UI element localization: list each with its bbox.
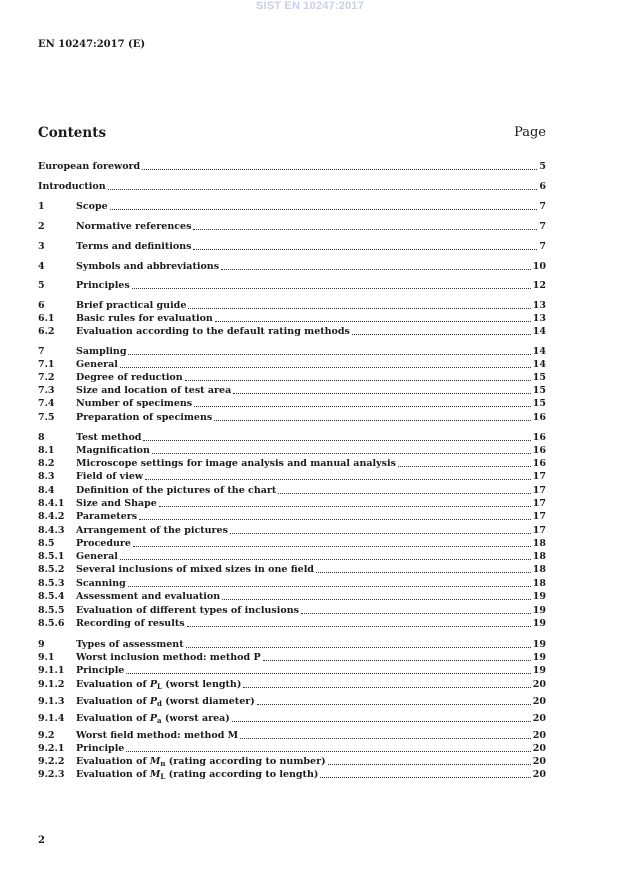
toc-entry-symbol-subscript: L [157,682,162,691]
toc-entry-page: 14 [532,346,546,357]
toc-entry-number: 2 [38,221,45,232]
toc-entry-title: Evaluation according to the default rating methods [76,326,350,337]
toc-entry[interactable] [38,470,546,483]
toc-entry-number: 4 [38,261,45,272]
toc-dot-leader [142,168,537,170]
toc-entry-title: Worst field method: method M [76,730,239,741]
toc-entry[interactable] [38,371,546,384]
toc-entry-page: 14 [532,359,546,370]
toc-entry[interactable] [38,563,546,576]
toc-entry-number: 9 [38,639,45,650]
toc-entry-number: 8.5.1 [38,551,65,562]
toc-entry-number: 8.5.2 [38,564,65,575]
toc-entry-number: 6.1 [38,313,55,324]
toc-entry-title: General [76,359,118,370]
toc-entry-page: 18 [532,538,546,549]
toc-entry[interactable] [38,651,546,664]
toc-dot-leader [232,720,531,722]
toc-entry-title-suffix: (worst area) [161,713,230,724]
toc-entry[interactable] [38,240,546,253]
toc-entry[interactable] [38,279,546,292]
toc-entry-page: 20 [532,743,546,754]
toc-entry-title-suffix: (worst diameter) [161,696,255,707]
toc-entry-number: 7.4 [38,398,55,409]
toc-dot-leader [132,287,531,289]
toc-entry-title: Brief practical guide [76,300,187,311]
toc-entry-page: 18 [532,564,546,575]
toc-entry-title: Scope [76,201,108,212]
toc-entry[interactable] [38,742,546,755]
toc-entry-number: 7.5 [38,412,55,423]
toc-entry-page: 10 [532,261,546,272]
page-number: 2 [38,835,45,846]
toc-entry[interactable] [38,577,546,590]
toc-entry[interactable] [38,617,546,630]
toc-entry-title: Test method [76,432,142,443]
toc-entry-title: Types of assessment [76,639,184,650]
toc-entry-title: Symbols and abbreviations [76,261,220,272]
toc-entry-page: 19 [532,665,546,676]
watermark: SIST EN 10247:2017 [255,0,365,12]
toc-entry-number: 8.2 [38,458,55,469]
toc-entry-page: 14 [532,326,546,337]
toc-entry-number: 8.3 [38,471,55,482]
toc-entry-title: Principle [76,665,125,676]
toc-entry-number: 3 [38,241,45,252]
toc-entry-number: 8.4 [38,485,55,496]
toc-entry-symbol-subscript: L [160,772,166,781]
toc-dot-leader [185,379,531,381]
toc-dot-leader [128,585,531,587]
toc-entry-page: 20 [532,756,546,767]
toc-entry-title: Number of specimens [76,398,193,409]
toc-dot-leader [214,419,531,421]
toc-entry-number: 7.3 [38,385,55,396]
toc-entry-number: 7.1 [38,359,55,370]
toc-entry-page: 20 [532,713,546,724]
toc-entry-page: 13 [532,313,546,324]
toc-entry[interactable] [38,712,546,725]
toc-entry-page: 20 [532,769,546,780]
toc-dot-leader [126,672,530,674]
toc-entry-number: 9.1.2 [38,679,65,690]
toc-entry-number: 9.2.2 [38,756,65,767]
toc-entry-number: 8.5.4 [38,591,65,602]
toc-entry-title: Magnification [76,445,150,456]
toc-entry-number: 9.2.3 [38,769,65,780]
toc-entry[interactable] [38,457,546,470]
toc-entry-symbol: M [149,769,161,780]
toc-entry-page: 19 [532,618,546,629]
toc-entry-number: 8.4.2 [38,511,65,522]
toc-entry-page: 17 [532,485,546,496]
toc-entry-title: Several inclusions of mixed sizes in one field [76,564,314,575]
toc-entry-page: 18 [532,578,546,589]
toc-entry-title: Degree of reduction [76,372,183,383]
toc-entry-number: 6.2 [38,326,55,337]
toc-dot-leader [159,505,531,507]
toc-entry[interactable] [38,664,546,677]
toc-entry[interactable] [38,345,546,358]
toc-entry-title: Size and location of test area [76,385,232,396]
toc-entry[interactable] [38,358,546,371]
toc-entry[interactable] [38,200,546,213]
toc-entry[interactable] [38,604,546,617]
toc-entry[interactable] [38,444,546,457]
toc-dot-leader [352,333,531,335]
toc-entry-page: 12 [532,280,546,291]
toc-entry-title: Evaluation of different types of inclusions [76,605,299,616]
toc-entry[interactable] [38,220,546,233]
toc-entry-title-prefix: Evaluation of [76,769,150,780]
toc-dot-leader [193,248,537,250]
toc-entry-page: 16 [532,445,546,456]
toc-entry[interactable] [38,484,546,497]
toc-entry-number: 8.5.3 [38,578,65,589]
toc-dot-leader [128,353,530,355]
toc-dot-leader [110,208,538,210]
toc-entry-title: Procedure [76,538,131,549]
toc-entry-title: General [76,551,118,562]
toc-dot-leader [139,518,531,520]
toc-entry-page: 20 [532,730,546,741]
toc-dot-leader [240,737,531,739]
toc-entry-page: 17 [532,471,546,482]
toc-entry[interactable] [38,678,546,691]
toc-entry-title: Preparation of specimens [76,412,213,423]
toc-entry[interactable] [38,755,546,768]
toc-dot-leader [301,612,531,614]
toc-dot-leader [145,478,531,480]
toc-entry-symbol-subscript: n [160,759,166,768]
toc-entry-number: 9.1.4 [38,713,65,724]
toc-dot-leader [143,439,530,441]
toc-entry-page: 16 [532,412,546,423]
toc-entry[interactable] [38,590,546,603]
toc-entry[interactable] [38,550,546,563]
toc-dot-leader [316,571,531,573]
toc-entry-page: 16 [532,458,546,469]
contents-heading: Contents [38,125,107,141]
toc-entry-symbol: M [149,756,161,767]
toc-entry-number: 7 [38,346,45,357]
toc-dot-leader [215,320,531,322]
toc-entry-symbol-subscript: d [157,699,162,708]
toc-entry-title: Worst inclusion method: method P [76,652,261,663]
toc-entry[interactable] [38,384,546,397]
toc-entry[interactable] [38,729,546,742]
toc-entry-page: 7 [539,201,546,212]
toc-dot-leader [108,188,538,190]
toc-entry-title: Microscope settings for image analysis and manual analysis [76,458,396,469]
toc-entry-number: 8.1 [38,445,55,456]
toc-entry-title-suffix: (rating according to length) [165,769,319,780]
toc-entry[interactable] [38,768,546,781]
toc-entry-number: 1 [38,201,45,212]
toc-entry-symbol: P [149,696,158,707]
toc-entry-page: 17 [532,498,546,509]
toc-dot-leader [187,625,531,627]
toc-entry-title-suffix: (rating according to number) [165,756,326,767]
toc-entry-number: 8.5.5 [38,605,65,616]
toc-entry-number: 8 [38,432,45,443]
toc-dot-leader [328,763,531,765]
toc-entry-title: Sampling [76,346,127,357]
toc-dot-leader [120,366,531,368]
toc-entry-page: 7 [539,241,546,252]
toc-entry-page: 13 [532,300,546,311]
toc-dot-leader [257,703,531,705]
toc-entry[interactable] [38,431,546,444]
toc-entry-number: 5 [38,280,45,291]
toc-entry[interactable] [38,411,546,424]
toc-entry[interactable] [38,497,546,510]
toc-entry-title: Scanning [76,578,126,589]
toc-entry-page: 6 [539,181,546,192]
page-column-heading: Page [514,125,546,140]
toc-entry-number: 9.2.1 [38,743,65,754]
toc-entry[interactable] [38,325,546,338]
toc-dot-leader [278,492,530,494]
toc-entry-title: Recording of results [76,618,185,629]
toc-entry-number: 8.4.1 [38,498,65,509]
toc-dot-leader [398,465,531,467]
toc-entry-page: 19 [532,605,546,616]
toc-entry-page: 7 [539,221,546,232]
toc-entry[interactable] [38,397,546,410]
toc-entry[interactable] [38,524,546,537]
toc-entry-title [76,768,318,783]
toc-entry-page: 20 [532,679,546,690]
toc-entry[interactable] [38,537,546,550]
toc-entry[interactable] [38,695,546,708]
toc-entry-number: 8.5.6 [38,618,65,629]
toc-entry-page: 15 [532,398,546,409]
toc-entry-number: 9.1.1 [38,665,65,676]
toc-dot-leader [193,228,537,230]
toc-entry-title: Size and Shape [76,498,157,509]
toc-entry-title-prefix: Evaluation of [76,756,150,767]
toc-entry-title-prefix: Evaluation of [76,713,150,724]
toc-entry-number: 9.2 [38,730,55,741]
toc-dot-leader [320,776,530,778]
toc-entry-number: 9.1.3 [38,696,65,707]
toc-entry-title: Parameters [76,511,138,522]
toc-entry-number: 6 [38,300,45,311]
toc-entry-title-suffix: (worst length) [161,679,242,690]
toc-entry-number: 8.4.3 [38,525,65,536]
toc-entry-title: Normative references [76,221,192,232]
toc-entry-symbol-subscript: a [157,716,162,725]
toc-entry-number: 7.2 [38,372,55,383]
toc-dot-leader [126,750,530,752]
toc-entry-title [76,712,230,727]
toc-dot-leader [243,686,530,688]
toc-entry-title: Introduction [38,181,106,192]
toc-dot-leader [263,659,531,661]
toc-entry-title: Definition of the pictures of the chart [76,485,277,496]
toc-entry[interactable] [38,160,546,173]
toc-entry-page: 18 [532,551,546,562]
toc-dot-leader [222,598,531,600]
toc-entry-title [76,678,241,693]
toc-entry-page: 19 [532,652,546,663]
toc-entry-symbol: P [149,713,158,724]
toc-entry-page: 16 [532,432,546,443]
toc-entry-page: 15 [532,385,546,396]
toc-entry[interactable] [38,299,546,312]
toc-dot-leader [186,646,531,648]
toc-entry[interactable] [38,638,546,651]
toc-entry[interactable] [38,510,546,523]
toc-entry-title [76,695,255,710]
toc-entry-number: 8.5 [38,538,55,549]
toc-entry-title: Principle [76,743,125,754]
toc-entry-title: Arrangement of the pictures [76,525,228,536]
toc-entry[interactable] [38,180,546,193]
toc-dot-leader [233,392,531,394]
toc-entry[interactable] [38,312,546,325]
toc-dot-leader [194,405,531,407]
toc-dot-leader [152,452,531,454]
toc-entry-title-prefix: Evaluation of [76,696,150,707]
toc-entry-title-prefix: Evaluation of [76,679,150,690]
toc-entry-title: Basic rules for evaluation [76,313,213,324]
toc-entry-title: Field of view [76,471,144,482]
toc-entry-title: Terms and definitions [76,241,192,252]
toc-dot-leader [188,307,530,309]
toc-entry-page: 17 [532,525,546,536]
toc-entry[interactable] [38,260,546,273]
toc-dot-leader [133,545,531,547]
toc-dot-leader [230,532,531,534]
document-id: EN 10247:2017 (E) [38,39,146,50]
toc-entry-title: Principles [76,280,130,291]
toc-entry-page: 19 [532,639,546,650]
toc-entry-title: European foreword [38,161,141,172]
toc-entry-page: 20 [532,696,546,707]
toc-entry-title: Assessment and evaluation [76,591,221,602]
toc-entry-page: 17 [532,511,546,522]
toc-entry-page: 15 [532,372,546,383]
toc-dot-leader [221,268,531,270]
toc-entry-page: 19 [532,591,546,602]
toc-entry-symbol: P [149,679,158,690]
toc-entry-page: 5 [539,161,546,172]
toc-dot-leader [120,558,531,560]
toc-entry-number: 9.1 [38,652,55,663]
